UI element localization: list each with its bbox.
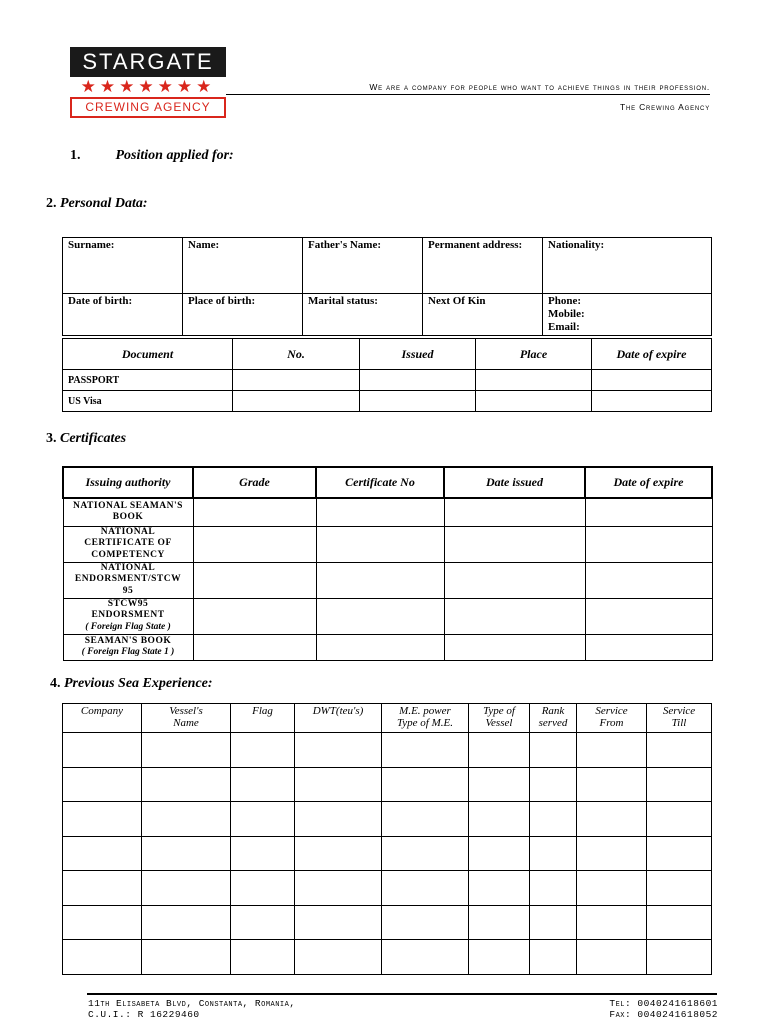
table-cell[interactable]: [647, 940, 712, 975]
section-experience-heading: 4. Previous Sea Experience:: [50, 676, 213, 691]
table-cell[interactable]: [592, 391, 712, 412]
date-of-birth-field[interactable]: Date of birth:: [63, 294, 183, 336]
table-cell[interactable]: [233, 391, 360, 412]
table-cell[interactable]: [469, 905, 530, 940]
certificates-table: [62, 466, 713, 661]
table-cell[interactable]: [530, 802, 577, 837]
surname-field[interactable]: Surname:: [63, 238, 183, 294]
certificate-label: SEAMAN'S BOOK ( Foreign Flag State 1 ): [63, 634, 193, 660]
table-row: [63, 905, 712, 940]
document-label: US Visa: [63, 391, 233, 412]
column-header: M.E. power Type of M.E.: [382, 704, 469, 733]
table-cell[interactable]: [142, 871, 231, 906]
table-row: [63, 871, 712, 906]
logo-subtitle: CREWING AGENCY: [70, 97, 226, 118]
table-cell[interactable]: [530, 767, 577, 802]
column-header: Flag: [231, 704, 295, 733]
table-cell[interactable]: [382, 733, 469, 768]
table-cell[interactable]: [530, 940, 577, 975]
table-cell[interactable]: [63, 836, 142, 871]
table-row: [63, 562, 712, 598]
table-cell[interactable]: [360, 370, 476, 391]
table-cell[interactable]: [382, 871, 469, 906]
table-cell[interactable]: [142, 733, 231, 768]
table-cell[interactable]: [647, 905, 712, 940]
nationality-field[interactable]: Nationality:: [543, 238, 712, 294]
column-header: Rank served: [530, 704, 577, 733]
table-cell[interactable]: [577, 733, 647, 768]
table-cell[interactable]: [444, 526, 585, 562]
documents-table: [62, 338, 712, 412]
table-row: [63, 733, 712, 768]
contact-field[interactable]: Phone: Mobile: Email:: [543, 294, 712, 336]
column-header: Issued: [360, 339, 476, 370]
table-cell[interactable]: [382, 802, 469, 837]
table-cell[interactable]: [577, 802, 647, 837]
table-row: [63, 598, 712, 634]
table-cell[interactable]: [476, 391, 592, 412]
table-cell[interactable]: [193, 498, 316, 526]
column-header: Date of expire: [592, 339, 712, 370]
table-cell[interactable]: [444, 634, 585, 660]
table-cell[interactable]: [577, 905, 647, 940]
table-cell[interactable]: [63, 871, 142, 906]
section-certificates-heading: 3. Certificates: [46, 431, 127, 446]
table-cell[interactable]: [231, 767, 295, 802]
company-logo: [70, 47, 226, 118]
column-header: Vessel's Name: [142, 704, 231, 733]
table-cell[interactable]: [193, 526, 316, 562]
section-personal-heading: 2. Personal Data:: [46, 196, 148, 211]
table-cell[interactable]: [444, 562, 585, 598]
table-cell[interactable]: [585, 526, 712, 562]
column-header: Type of Vessel: [469, 704, 530, 733]
company-tagline: We are a company for people who want to achieve things in their profession.: [369, 82, 710, 92]
table-cell[interactable]: [469, 940, 530, 975]
table-cell[interactable]: [231, 733, 295, 768]
table-cell[interactable]: [295, 733, 382, 768]
table-cell[interactable]: [647, 871, 712, 906]
table-cell[interactable]: [585, 598, 712, 634]
footer-divider: [87, 993, 717, 995]
column-header: Certificate No: [316, 467, 444, 498]
table-cell[interactable]: [295, 871, 382, 906]
certificate-label: STCW95 ENDORSMENT ( Foreign Flag State ): [63, 598, 193, 634]
table-cell[interactable]: [193, 562, 316, 598]
table-row: [63, 391, 712, 412]
column-header: Issuing authority: [63, 467, 193, 498]
table-row: [63, 940, 712, 975]
table-cell[interactable]: [592, 370, 712, 391]
table-row: [63, 526, 712, 562]
table-row: [63, 802, 712, 837]
table-cell[interactable]: [142, 940, 231, 975]
table-cell[interactable]: [647, 802, 712, 837]
table-cell[interactable]: [231, 905, 295, 940]
table-cell[interactable]: [647, 836, 712, 871]
document-label: PASSPORT: [63, 370, 233, 391]
table-cell[interactable]: [63, 905, 142, 940]
table-cell[interactable]: [469, 802, 530, 837]
header-divider: [226, 94, 710, 95]
table-cell[interactable]: [63, 767, 142, 802]
table-cell[interactable]: [530, 836, 577, 871]
footer-address: 11th Elisabeta Blvd, Constanta, Romania, C.U.I.: R 16229460: [88, 998, 296, 1020]
column-header: Grade: [193, 467, 316, 498]
experience-rows: [63, 733, 712, 975]
column-header: Company: [63, 704, 142, 733]
column-header: Date of expire: [585, 467, 712, 498]
table-cell[interactable]: [295, 836, 382, 871]
table-cell[interactable]: [193, 634, 316, 660]
table-cell[interactable]: [469, 836, 530, 871]
table-cell[interactable]: [63, 940, 142, 975]
company-subtitle: The Crewing Agency: [620, 102, 710, 112]
personal-data-table: [62, 237, 712, 336]
table-row: [63, 498, 712, 526]
table-cell[interactable]: [295, 802, 382, 837]
table-row: [63, 836, 712, 871]
certificate-label: NATIONAL CERTIFICATE OF COMPETENCY: [63, 526, 193, 562]
table-cell[interactable]: [295, 940, 382, 975]
table-cell[interactable]: [316, 562, 444, 598]
table-cell[interactable]: [231, 940, 295, 975]
table-cell[interactable]: [63, 802, 142, 837]
certificate-label: NATIONAL ENDORSMENT/STCW 95: [63, 562, 193, 598]
table-row: [63, 767, 712, 802]
table-cell[interactable]: [142, 836, 231, 871]
table-row: [63, 634, 712, 660]
table-cell[interactable]: [469, 733, 530, 768]
table-cell[interactable]: [142, 767, 231, 802]
table-cell[interactable]: [316, 498, 444, 526]
column-header: Document: [63, 339, 233, 370]
table-row: [63, 370, 712, 391]
table-cell[interactable]: [142, 905, 231, 940]
table-cell[interactable]: [469, 767, 530, 802]
table-cell[interactable]: [530, 905, 577, 940]
next-of-kin-field[interactable]: Next Of Kin: [423, 294, 543, 336]
table-cell[interactable]: [585, 498, 712, 526]
table-cell[interactable]: [444, 498, 585, 526]
table-cell[interactable]: [316, 634, 444, 660]
column-header: No.: [233, 339, 360, 370]
table-cell[interactable]: [142, 802, 231, 837]
table-cell[interactable]: [530, 871, 577, 906]
table-cell[interactable]: [647, 767, 712, 802]
name-field[interactable]: Name:: [183, 238, 303, 294]
table-cell[interactable]: [193, 598, 316, 634]
table-cell[interactable]: [382, 767, 469, 802]
table-cell[interactable]: [585, 634, 712, 660]
table-cell[interactable]: [295, 905, 382, 940]
table-cell[interactable]: [231, 871, 295, 906]
logo-stars: ★★★★★★★: [80, 77, 216, 96]
column-header: Date issued: [444, 467, 585, 498]
logo-name: STARGATE: [70, 47, 226, 77]
table-cell[interactable]: [577, 871, 647, 906]
table-cell[interactable]: [530, 733, 577, 768]
table-cell[interactable]: [295, 767, 382, 802]
table-cell[interactable]: [231, 836, 295, 871]
marital-status-field[interactable]: Marital status:: [303, 294, 423, 336]
certificate-label: NATIONAL SEAMAN'S BOOK: [63, 498, 193, 526]
table-cell[interactable]: [382, 836, 469, 871]
table-cell[interactable]: [577, 767, 647, 802]
table-cell[interactable]: [233, 370, 360, 391]
permanent-address-field[interactable]: Permanent address:: [423, 238, 543, 294]
section-position-heading: 1. Position applied for:: [70, 148, 234, 163]
table-cell[interactable]: [360, 391, 476, 412]
table-cell[interactable]: [231, 802, 295, 837]
table-cell[interactable]: [647, 733, 712, 768]
table-cell[interactable]: [577, 836, 647, 871]
table-cell[interactable]: [476, 370, 592, 391]
place-of-birth-field[interactable]: Place of birth:: [183, 294, 303, 336]
table-cell[interactable]: [444, 598, 585, 634]
fathers-name-field[interactable]: Father's Name:: [303, 238, 423, 294]
table-cell[interactable]: [577, 940, 647, 975]
column-header: Place: [476, 339, 592, 370]
column-header: Service Till: [647, 704, 712, 733]
table-cell[interactable]: [382, 905, 469, 940]
footer-contact: Tel: 0040241618601 Fax: 0040241618052: [609, 998, 718, 1020]
sea-experience-table: [62, 703, 712, 975]
column-header: DWT(teu's): [295, 704, 382, 733]
table-cell[interactable]: [382, 940, 469, 975]
column-header: Service From: [577, 704, 647, 733]
table-cell[interactable]: [585, 562, 712, 598]
table-cell[interactable]: [469, 871, 530, 906]
table-cell[interactable]: [63, 733, 142, 768]
table-cell[interactable]: [316, 526, 444, 562]
table-cell[interactable]: [316, 598, 444, 634]
